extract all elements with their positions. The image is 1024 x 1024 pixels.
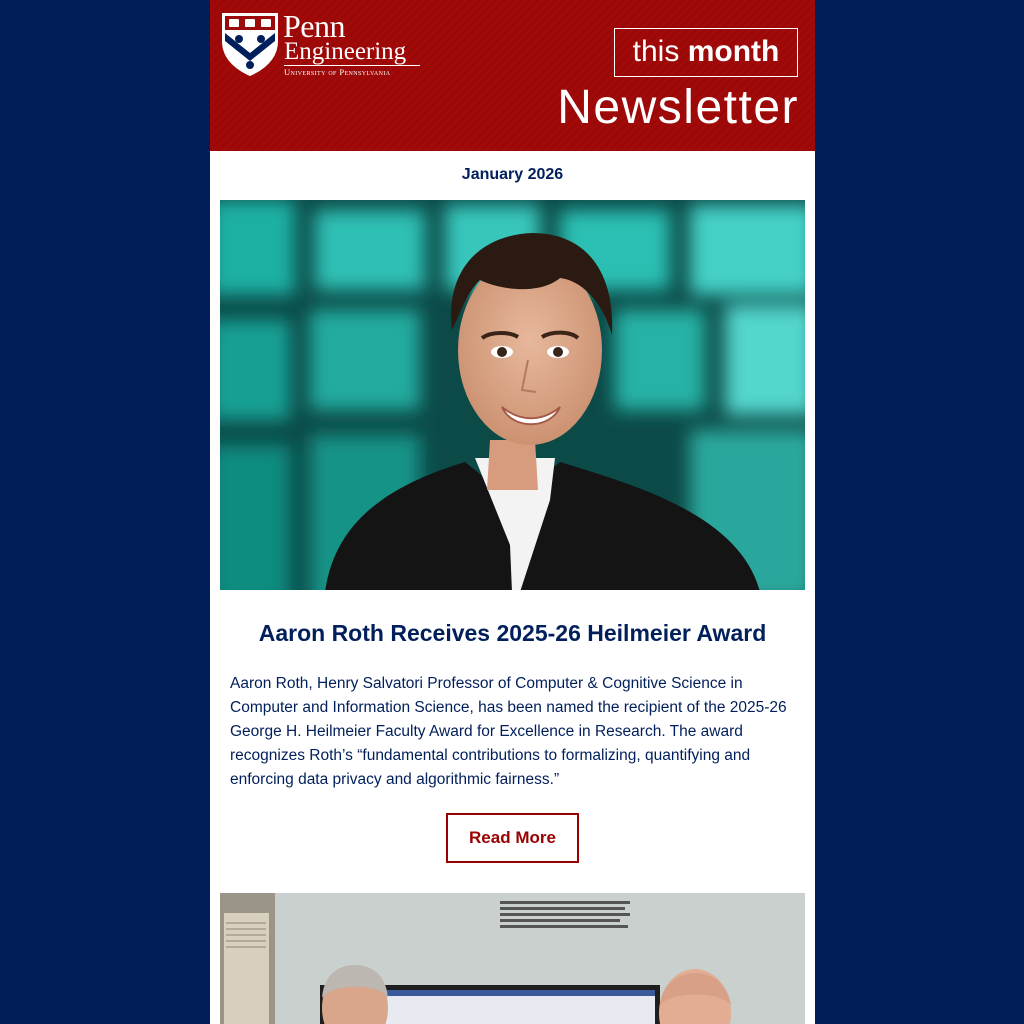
logo-wordmark-engineering: Engineering xyxy=(284,38,407,65)
logo-university-text: University of Pennsylvania xyxy=(284,67,391,77)
logo-university-line xyxy=(284,67,391,77)
featured-article-photo[interactable] xyxy=(220,200,805,590)
featured-article-body: Aaron Roth, Henry Salvatori Professor of Computer & Cognitive Science in Computer and Information Science, has been named the recipient of the 2025-26 George H. Heilmeier Faculty Award for Excellence in Research. The award recognizes Roth’s “fundamental contributions to formalizing, quantifying and enforcing data privacy and algorithmic fairness.” xyxy=(230,675,787,788)
penn-engineering-logo[interactable] xyxy=(221,8,421,81)
this-month-badge-bold: month xyxy=(687,35,780,68)
newsletter-title: Newsletter xyxy=(557,81,799,134)
featured-article-title[interactable]: Aaron Roth Receives 2025-26 Heilmeier Award xyxy=(258,620,767,646)
logo-wordmark-penn: Penn xyxy=(283,8,345,44)
portrait-photo-image xyxy=(220,200,805,590)
newsletter-email xyxy=(210,0,815,1024)
penn-shield-icon xyxy=(221,11,279,77)
two-men-photo-image xyxy=(220,893,805,1024)
issue-date: January 2026 xyxy=(461,166,564,183)
second-article-photo[interactable] xyxy=(220,893,805,1024)
masthead xyxy=(210,0,815,151)
this-month-badge-light: this xyxy=(632,35,680,68)
this-month-badge xyxy=(614,28,798,77)
read-more-button[interactable]: Read More xyxy=(446,813,579,863)
logo-divider xyxy=(284,65,420,66)
